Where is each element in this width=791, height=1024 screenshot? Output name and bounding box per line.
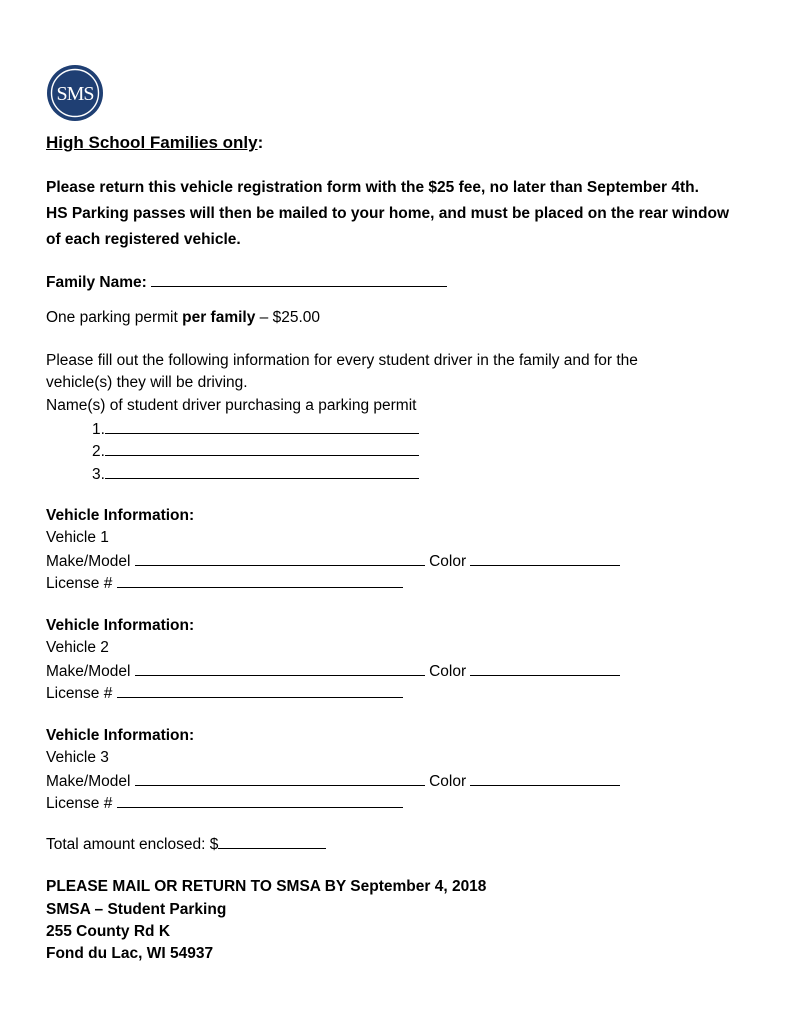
svg-text:SMS: SMS (56, 83, 94, 105)
vehicle-1-color-field[interactable] (470, 551, 620, 566)
driver-number: 3. (92, 466, 105, 483)
vehicle-3-license-field[interactable] (117, 793, 403, 808)
vehicle-3-make-row (46, 771, 620, 791)
vehicle-2-make-row (46, 661, 620, 681)
family-name-field[interactable] (151, 272, 447, 287)
license-label: License # (46, 795, 113, 812)
intro-line-1: Please return this vehicle registration form with the $25 fee, no later than September 4th. (46, 179, 699, 196)
driver-name-field-2[interactable] (105, 441, 419, 456)
page-title-text: High School Families only (46, 133, 258, 152)
make-model-label: Make/Model (46, 663, 131, 680)
sms-seal-icon (46, 64, 104, 122)
family-name-label: Family Name: (46, 274, 147, 291)
total-label: Total amount enclosed: $ (46, 836, 219, 853)
driver-row-1 (92, 419, 419, 439)
intro-line-2: HS Parking passes will then be mailed to your home, and must be placed on the rear window (46, 205, 730, 222)
permit-bold: per family (182, 309, 256, 326)
color-label: Color (429, 663, 467, 680)
permit-prefix: One parking permit (46, 309, 183, 326)
vehicle-2-heading: Vehicle Information: (46, 617, 195, 634)
intro-line-3: of each registered vehicle. (46, 231, 241, 248)
vehicle-1-make-field[interactable] (135, 551, 425, 566)
vehicle-1-license-field[interactable] (117, 573, 403, 588)
total-row (46, 834, 326, 854)
license-label: License # (46, 685, 113, 702)
vehicle-2-name: Vehicle 2 (46, 639, 109, 656)
driver-row-3 (92, 464, 419, 484)
permit-price-line (46, 309, 320, 327)
footer-line-2: SMSA – Student Parking (46, 901, 227, 918)
vehicle-3-license-row (46, 793, 403, 813)
vehicle-2-license-row (46, 683, 403, 703)
vehicle-2-license-field[interactable] (117, 683, 403, 698)
vehicle-1-name: Vehicle 1 (46, 529, 109, 546)
total-amount-field[interactable] (218, 834, 326, 849)
driver-row-2 (92, 441, 419, 461)
color-label: Color (429, 773, 467, 790)
vehicle-3-color-field[interactable] (470, 771, 620, 786)
vehicle-3-name: Vehicle 3 (46, 749, 109, 766)
instructions-line-3: Name(s) of student driver purchasing a parking permit (46, 397, 417, 414)
make-model-label: Make/Model (46, 773, 131, 790)
instructions-line-1: Please fill out the following information for every student driver in the family and for the (46, 352, 638, 369)
make-model-label: Make/Model (46, 553, 131, 570)
footer-line-4: Fond du Lac, WI 54937 (46, 945, 214, 962)
vehicle-3-heading: Vehicle Information: (46, 727, 195, 744)
instructions-line-2: vehicle(s) they will be driving. (46, 374, 248, 391)
driver-number: 2. (92, 443, 105, 460)
permit-suffix: – $25.00 (255, 309, 321, 326)
footer-line-3: 255 County Rd K (46, 923, 171, 940)
vehicle-1-make-row (46, 551, 620, 571)
driver-name-field-1[interactable] (105, 419, 419, 434)
page-title (46, 133, 263, 153)
vehicle-1-license-row (46, 573, 403, 593)
vehicle-3-make-field[interactable] (135, 771, 425, 786)
page-title-colon: : (257, 133, 264, 152)
driver-number: 1. (92, 421, 105, 438)
vehicle-2-make-field[interactable] (135, 661, 425, 676)
vehicle-2-color-field[interactable] (470, 661, 620, 676)
vehicle-1-heading: Vehicle Information: (46, 507, 195, 524)
family-name-row (46, 272, 447, 292)
driver-name-field-3[interactable] (105, 464, 419, 479)
footer-line-1: PLEASE MAIL OR RETURN TO SMSA BY September 4, 2018 (46, 878, 487, 895)
school-logo (46, 64, 104, 122)
color-label: Color (429, 553, 467, 570)
license-label: License # (46, 575, 113, 592)
